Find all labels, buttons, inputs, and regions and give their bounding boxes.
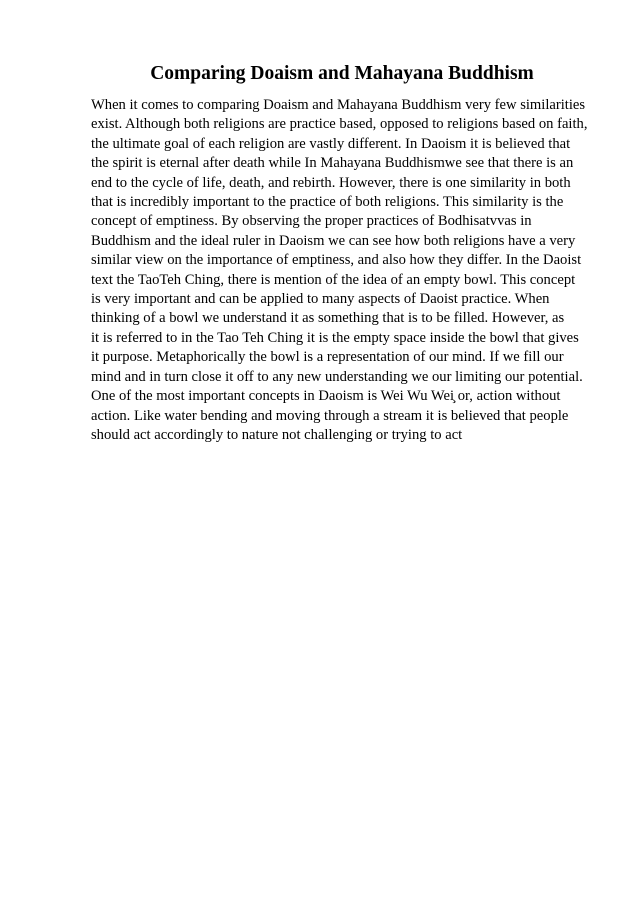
document-body (91, 96, 611, 445)
body-line-3: the ultimate goal of each religion are vastly different. In Daoism it is believed that (91, 135, 571, 152)
body-line-18: should act accordingly to nature not challenging or trying to act (91, 426, 463, 443)
body-line-6: that is incredibly important to the practice of both religions. This similarity is the (91, 194, 564, 211)
body-line-7: concept of emptiness. By observing the proper practices of Bodhisatvvas in (91, 213, 532, 230)
body-line-17: action. Like water bending and moving through a stream it is believed that people (91, 407, 569, 424)
body-line-13: it is referred to in the Tao Teh Ching it is the empty space inside the bowl that gives (91, 329, 579, 346)
body-line-8: Buddhism and the ideal ruler in Daoism we can see how both religions have a very (91, 232, 576, 249)
body-line-16: One of the most important concepts in Daoism is Wei Wu Wei̧ or, action without (91, 388, 561, 405)
body-line-11: is very important and can be applied to many aspects of Daoist practice. When (91, 291, 550, 308)
document-title: Comparing Doaism and Mahayana Buddhism (150, 63, 534, 84)
body-line-5: end to the cycle of life, death, and rebirth. However, there is one similarity in both (91, 174, 571, 191)
body-line-2: exist. Although both religions are practice based, opposed to religions based on faith, (91, 116, 588, 133)
body-line-10: text the TaoTeh Ching, there is mention of the idea of an empty bowl. This concept (91, 271, 576, 288)
body-line-4: the spirit is eternal after death while In Mahayana Buddhismwe see that there is an (91, 155, 574, 172)
body-line-1: When it comes to comparing Doaism and Mahayana Buddhism very few similarities (91, 97, 586, 113)
body-line-9: similar view on the importance of emptiness, and also how they differ. In the Daoist (91, 252, 582, 269)
body-line-12: thinking of a bowl we understand it as something that is to be filled. However, as (91, 310, 565, 327)
body-line-14: it purpose. Metaphorically the bowl is a representation of our mind. If we fill our (91, 349, 564, 366)
body-line-15: mind and in turn close it off to any new understanding we our limiting our potential. (91, 368, 583, 385)
